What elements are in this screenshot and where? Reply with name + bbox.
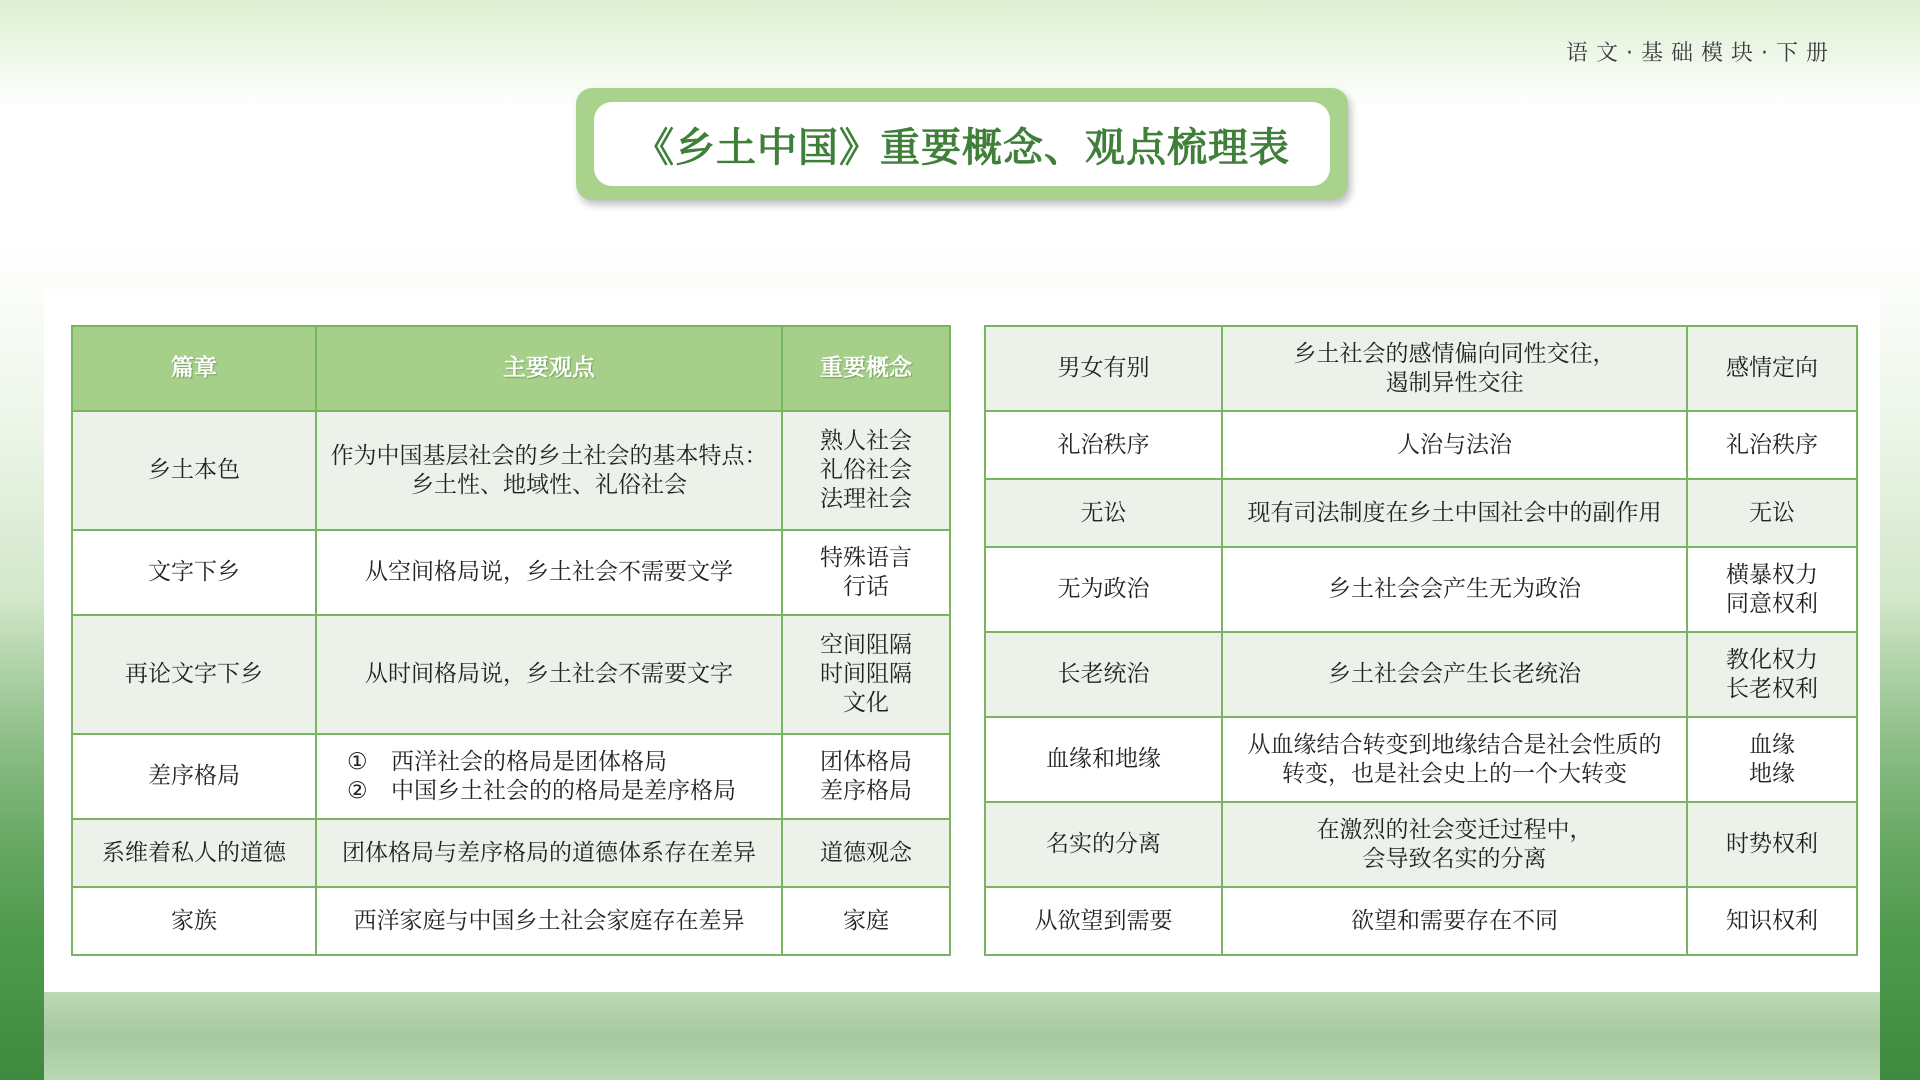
point-line: 西洋家庭与中国乡土社会家庭存在差异 bbox=[353, 907, 745, 934]
table-row bbox=[72, 887, 950, 955]
chapter-cell: 血缘和地缘 bbox=[985, 717, 1222, 802]
concept-line: 特殊语言 bbox=[820, 544, 912, 571]
point-line: 人治与法治 bbox=[1397, 431, 1512, 458]
left-table bbox=[71, 325, 951, 956]
concepts-cell bbox=[1687, 802, 1857, 887]
concept-line: 道德观念 bbox=[820, 839, 912, 866]
table-row bbox=[72, 615, 950, 734]
concept-line: 家庭 bbox=[843, 907, 889, 934]
left-side-band bbox=[0, 600, 44, 1080]
table-row bbox=[985, 887, 1857, 955]
table-row bbox=[985, 802, 1857, 887]
right-side-band bbox=[1880, 600, 1920, 1080]
concepts-cell bbox=[1687, 479, 1857, 547]
point-line: 遏制异性交往 bbox=[1385, 369, 1524, 396]
concept-line: 文化 bbox=[843, 690, 889, 716]
point-line: 会导致名实的分离 bbox=[1362, 845, 1547, 872]
table-row bbox=[72, 819, 950, 887]
point-line: 从时间格局说，乡土社会不需要文字 bbox=[365, 661, 733, 687]
chapter-cell: 礼治秩序 bbox=[985, 411, 1222, 479]
header-chapter: 篇章 bbox=[72, 326, 316, 411]
point-line: 乡土社会会产生无为政治 bbox=[1328, 576, 1581, 602]
point-line: 乡土性、地域性、礼俗社会 bbox=[411, 471, 687, 498]
points-cell bbox=[1222, 479, 1687, 547]
concept-line: 空间阻隔 bbox=[820, 632, 912, 658]
numbered-point bbox=[323, 748, 775, 777]
concept-line: 地缘 bbox=[1749, 760, 1795, 787]
concept-line: 无讼 bbox=[1749, 499, 1795, 526]
points-cell bbox=[316, 615, 782, 734]
concepts-cell bbox=[782, 734, 950, 819]
points-cell bbox=[1222, 326, 1687, 411]
concept-line: 感情定向 bbox=[1726, 355, 1818, 381]
right-table bbox=[984, 325, 1858, 956]
concepts-cell bbox=[1687, 547, 1857, 632]
chapter-cell: 再论文字下乡 bbox=[72, 615, 316, 734]
points-cell bbox=[316, 734, 782, 819]
page-title: 《乡土中国》重要概念、观点梳理表 bbox=[634, 124, 1290, 171]
chapter-cell: 差序格局 bbox=[72, 734, 316, 819]
header-label: 语文·基础模块·下册 bbox=[1566, 41, 1836, 66]
concepts-cell bbox=[1687, 326, 1857, 411]
concepts-cell bbox=[782, 530, 950, 615]
point-text: 西洋社会的格局是团体格局 bbox=[391, 748, 667, 775]
chapter-cell: 系维着私人的道德 bbox=[72, 819, 316, 887]
chapter-cell: 家族 bbox=[72, 887, 316, 955]
table-row bbox=[985, 411, 1857, 479]
points-cell bbox=[1222, 802, 1687, 887]
concept-line: 礼治秩序 bbox=[1726, 431, 1818, 458]
concept-line: 长老权利 bbox=[1726, 675, 1818, 702]
concepts-cell bbox=[1687, 887, 1857, 955]
points-cell bbox=[1222, 411, 1687, 479]
table-row bbox=[985, 547, 1857, 632]
concept-line: 礼俗社会 bbox=[820, 457, 912, 483]
header-concepts: 重要概念 bbox=[782, 326, 950, 411]
points-cell bbox=[316, 819, 782, 887]
concept-line: 行话 bbox=[843, 573, 889, 600]
point-line: 欲望和需要存在不同 bbox=[1351, 907, 1558, 934]
concept-line: 团体格局 bbox=[820, 748, 912, 775]
concept-line: 法理社会 bbox=[820, 486, 912, 512]
chapter-cell: 无为政治 bbox=[985, 547, 1222, 632]
chapter-cell: 乡土本色 bbox=[72, 411, 316, 530]
concepts-cell bbox=[782, 819, 950, 887]
concept-line: 教化权力 bbox=[1726, 646, 1818, 673]
points-cell bbox=[316, 530, 782, 615]
point-line: 从空间格局说，乡土社会不需要文学 bbox=[365, 559, 733, 585]
point-text: 中国乡土社会的的格局是差序格局 bbox=[391, 777, 736, 804]
points-cell bbox=[1222, 547, 1687, 632]
table-row bbox=[985, 632, 1857, 717]
points-cell bbox=[1222, 887, 1687, 955]
concept-line: 差序格局 bbox=[820, 777, 912, 804]
numbered-point bbox=[323, 777, 775, 806]
chapter-cell: 文字下乡 bbox=[72, 530, 316, 615]
table-row bbox=[985, 326, 1857, 411]
concept-line: 时间阻隔 bbox=[820, 661, 912, 687]
concepts-cell bbox=[1687, 411, 1857, 479]
point-line: 乡土社会的感情偏向同性交往， bbox=[1293, 340, 1616, 367]
title-frame bbox=[576, 88, 1348, 200]
chapter-cell: 名实的分离 bbox=[985, 802, 1222, 887]
points-cell bbox=[316, 411, 782, 530]
point-number: ① bbox=[347, 748, 368, 775]
concepts-cell bbox=[782, 887, 950, 955]
point-line: 从血缘结合转变到地缘结合是社会性质的 bbox=[1247, 731, 1662, 758]
header-points: 主要观点 bbox=[316, 326, 782, 411]
concept-line: 血缘 bbox=[1749, 731, 1795, 758]
concept-line: 同意权利 bbox=[1726, 590, 1818, 617]
table-row bbox=[985, 479, 1857, 547]
points-cell bbox=[1222, 632, 1687, 717]
table-row bbox=[72, 530, 950, 615]
chapter-cell: 无讼 bbox=[985, 479, 1222, 547]
concepts-cell bbox=[782, 411, 950, 530]
concept-line: 知识权利 bbox=[1726, 907, 1818, 934]
concepts-cell bbox=[1687, 717, 1857, 802]
point-line: 转变，也是社会史上的一个大转变 bbox=[1282, 760, 1627, 787]
point-number: ② bbox=[347, 777, 368, 804]
concept-line: 横暴权力 bbox=[1726, 561, 1818, 588]
table-row bbox=[72, 734, 950, 819]
left-table-header-row bbox=[72, 326, 950, 411]
concept-line: 时势权利 bbox=[1726, 831, 1818, 857]
concept-line: 熟人社会 bbox=[820, 428, 912, 454]
title-box bbox=[594, 102, 1330, 186]
concepts-cell bbox=[782, 615, 950, 734]
chapter-cell: 男女有别 bbox=[985, 326, 1222, 411]
point-line: 作为中国基层社会的乡土社会的基本特点： bbox=[330, 442, 768, 469]
chapter-cell: 长老统治 bbox=[985, 632, 1222, 717]
table-row bbox=[985, 717, 1857, 802]
point-line: 现有司法制度在乡土中国社会中的副作用 bbox=[1247, 499, 1662, 526]
chapter-cell: 从欲望到需要 bbox=[985, 887, 1222, 955]
concepts-cell bbox=[1687, 632, 1857, 717]
point-line: 在激烈的社会变迁过程中， bbox=[1316, 816, 1593, 843]
points-cell bbox=[316, 887, 782, 955]
table-row bbox=[72, 411, 950, 530]
points-cell bbox=[1222, 717, 1687, 802]
point-line: 乡土社会会产生长老统治 bbox=[1328, 661, 1581, 687]
bottom-band bbox=[44, 992, 1880, 1080]
point-line: 团体格局与差序格局的道德体系存在差异 bbox=[342, 839, 756, 866]
